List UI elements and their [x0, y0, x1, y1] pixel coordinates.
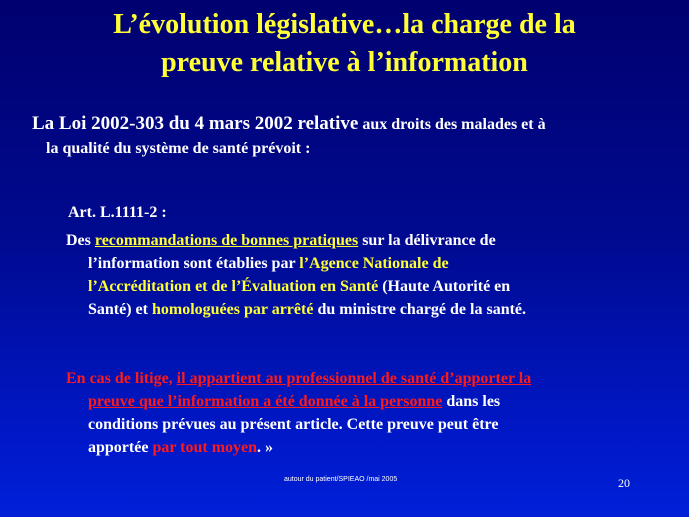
p1-text-6: du ministre chargé de la santé. — [313, 301, 527, 318]
p2-emphasis-litige: En cas de litige, — [66, 370, 177, 387]
p2-emphasis-preuve: preuve que l’information a été donnée à la personne — [88, 393, 443, 410]
p1-highlight-homologuees: homologuées par arrêté — [151, 301, 314, 318]
paragraph-2-line-1 — [66, 367, 684, 390]
slide-footer: autour du patient/SPIEAO /mai 2005 — [284, 476, 398, 483]
paragraph-2-line-4 — [66, 436, 684, 459]
paragraph-2-line-2 — [66, 390, 684, 413]
p2-text-1: dans les — [442, 393, 501, 410]
law-intro-line-2: la qualité du système de santé prévoit : — [46, 140, 311, 157]
p1-text-5: Santé) et — [88, 301, 152, 318]
slide-title-line-1: L’évolution législative…la charge de la — [113, 9, 576, 40]
p2-text-2: conditions prévues au présent article. Cette preuve peut être — [88, 416, 499, 433]
paragraph-1-line-2 — [66, 252, 684, 275]
law-intro-lead: La Loi 2002-303 du 4 mars 2002 relative — [32, 113, 359, 134]
paragraph-recommendations — [66, 229, 684, 321]
p2-text-4: . » — [257, 439, 274, 456]
slide-title-line-2: preuve relative à l’information — [161, 47, 528, 78]
p1-highlight-recommendations: recommandations de bonnes pratiques — [94, 232, 359, 249]
p1-text-3: l’information sont établies par — [88, 255, 300, 272]
p1-text-4: (Haute Autorité en — [378, 278, 511, 295]
paragraph-1-line-4 — [66, 298, 684, 321]
slide-title — [0, 6, 689, 82]
law-intro-rest: aux droits des malades et à — [358, 116, 546, 133]
article-heading: Art. L.1111-2 : — [68, 204, 167, 221]
p2-text-3: apportée — [88, 439, 153, 456]
p1-text-1: Des — [66, 232, 95, 249]
p1-highlight-agence: l’Agence Nationale de — [299, 255, 449, 272]
p1-highlight-accreditation: l’Accréditation et de l’Évaluation en Santé — [88, 278, 379, 295]
paragraph-2-line-3 — [66, 413, 684, 436]
p2-emphasis-moyen: par tout moyen — [152, 439, 258, 456]
p2-emphasis-appartient: il appartient au professionnel de santé d’apporter la — [176, 370, 532, 387]
law-intro — [32, 112, 682, 161]
p1-text-2: sur la délivrance de — [358, 232, 496, 249]
paragraph-litigation — [66, 367, 684, 459]
paragraph-1-line-1 — [66, 229, 684, 252]
paragraph-1-line-3 — [66, 275, 684, 298]
page-number: 20 — [618, 476, 630, 490]
